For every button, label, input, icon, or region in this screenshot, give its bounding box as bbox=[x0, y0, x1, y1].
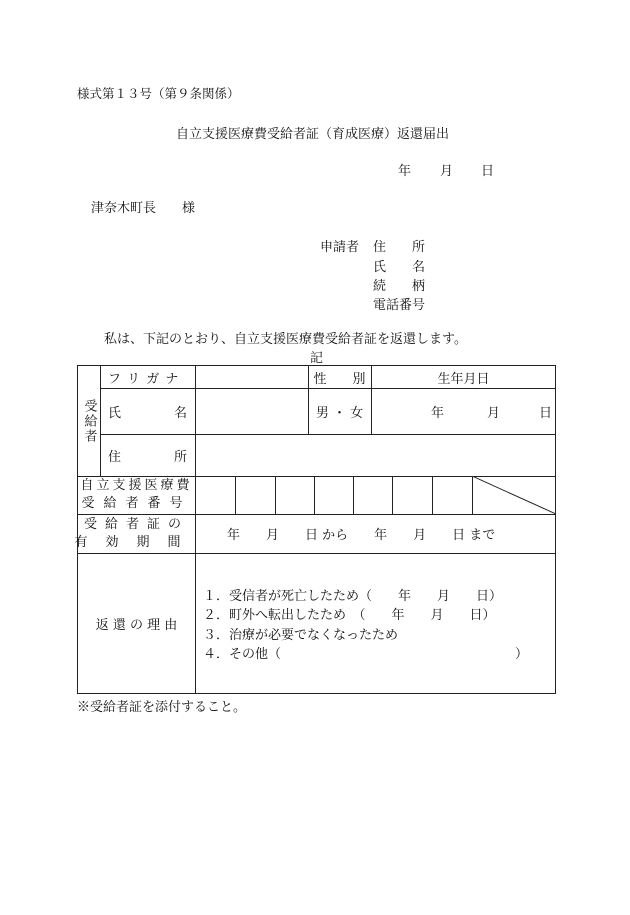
address-field[interactable] bbox=[195, 434, 556, 476]
address-label: 住 所 bbox=[108, 449, 187, 465]
return-reason-label: 返 還 の 理 由 bbox=[95, 618, 178, 633]
statement: 私は、下記のとおり、自立支援医療費受給者証を返還します。 bbox=[104, 332, 467, 347]
reason-item[interactable]: １．受信者が死亡したため（ 年 月 日） bbox=[203, 589, 503, 604]
form-title: 自立支援医療費受給者証（育成医療）返還届出 bbox=[176, 127, 450, 142]
form-number: 様式第１３号（第９条関係） bbox=[77, 86, 240, 101]
ki-label: 記 bbox=[310, 351, 324, 366]
date-month-label: 月 bbox=[440, 164, 454, 179]
footnote: ※受給者証を添付すること。 bbox=[77, 700, 247, 715]
diagonal-slash bbox=[472, 476, 556, 514]
furigana-field[interactable] bbox=[195, 366, 308, 388]
reason-item[interactable]: ４．その他（ ） bbox=[203, 647, 529, 662]
reason-item[interactable]: ２．町外へ転出したため （ 年 月 日） bbox=[203, 608, 496, 623]
sex-label: 性 別 bbox=[313, 371, 366, 387]
applicant-address-label: 住 所 bbox=[373, 240, 426, 255]
return-reason-list bbox=[195, 553, 556, 694]
validity-field[interactable]: 年 月 日 から 年 月 日 まで bbox=[227, 528, 496, 543]
addressee: 津奈木町長 様 bbox=[91, 201, 196, 216]
date-year-label: 年 bbox=[398, 164, 412, 179]
furigana-label: フ リ ガ ナ bbox=[108, 371, 180, 387]
form-table bbox=[74, 365, 556, 694]
name-field[interactable] bbox=[195, 388, 308, 434]
cert-number-field[interactable] bbox=[195, 476, 472, 514]
cert-number-label: 自立支援医療費 受給者番号 bbox=[80, 478, 193, 511]
birth-date-label: 生年月日 bbox=[437, 371, 490, 387]
date-day-label: 日 bbox=[481, 164, 495, 179]
applicant-phone-label: 電話番号 bbox=[373, 298, 426, 313]
sex-choice[interactable]: 男 ・ 女 bbox=[315, 405, 364, 421]
applicant-label: 申請者 bbox=[320, 240, 360, 255]
name-label: 氏 名 bbox=[108, 405, 187, 421]
applicant-name-label: 氏 名 bbox=[373, 260, 426, 275]
recipient-label: 受給者 bbox=[81, 398, 97, 444]
validity-label: 受給者証の 有効期間 bbox=[74, 516, 199, 550]
reason-item[interactable]: ３．治療が必要でなくなったため bbox=[203, 628, 399, 643]
birth-date-field[interactable]: 年 月 日 bbox=[431, 405, 553, 421]
applicant-relation-label: 続 柄 bbox=[373, 279, 426, 294]
